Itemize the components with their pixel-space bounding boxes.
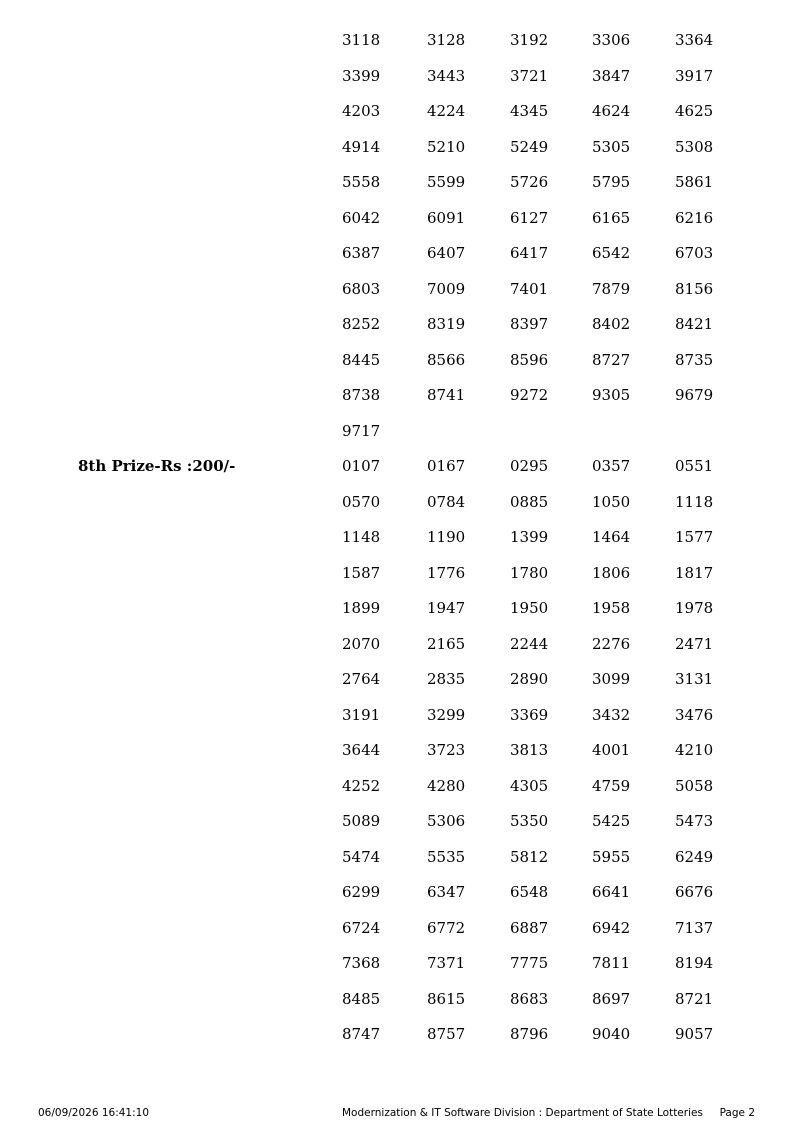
winning-number: 2890 <box>510 670 549 688</box>
winning-number: 6299 <box>342 883 381 901</box>
results-row <box>0 485 800 521</box>
winning-number: 1950 <box>510 599 549 617</box>
winning-number: 3128 <box>427 31 466 49</box>
results-row <box>0 520 800 556</box>
winning-number: 3192 <box>510 31 549 49</box>
page-footer <box>0 1105 800 1121</box>
winning-number: 8194 <box>675 954 714 972</box>
winning-number: 4203 <box>342 102 381 120</box>
winning-number: 8596 <box>510 350 549 369</box>
winning-number: 4624 <box>592 102 631 120</box>
winning-number: 8721 <box>675 989 714 1008</box>
results-row <box>0 769 800 805</box>
winning-number: 9040 <box>592 1025 631 1043</box>
winning-number: 8697 <box>592 989 631 1008</box>
winning-number: 4252 <box>342 776 381 795</box>
winning-number: 1464 <box>592 528 631 546</box>
winning-number: 1958 <box>592 599 631 617</box>
winning-number: 3476 <box>675 705 714 724</box>
winning-number: 8566 <box>427 350 466 369</box>
winning-number: 6042 <box>342 208 381 227</box>
winning-number: 8727 <box>592 350 631 369</box>
winning-number: 5305 <box>592 137 631 156</box>
winning-number: 9057 <box>675 1025 714 1043</box>
winning-number: 7137 <box>675 918 714 937</box>
winning-number: 1817 <box>675 563 714 582</box>
winning-number: 9272 <box>510 386 549 404</box>
winning-number: 2835 <box>427 670 466 688</box>
results-row <box>0 946 800 982</box>
winning-number: 3723 <box>427 741 466 759</box>
winning-number: 0295 <box>510 457 549 475</box>
winning-number: 2070 <box>342 634 381 653</box>
winning-number: 6542 <box>592 244 631 262</box>
winning-number: 4224 <box>427 102 466 120</box>
winning-number: 5795 <box>592 173 631 191</box>
winning-number: 5058 <box>675 776 714 795</box>
winning-number: 5535 <box>427 847 466 866</box>
results-row <box>0 911 800 947</box>
winning-number: 5350 <box>510 812 549 830</box>
winning-number: 5306 <box>427 812 466 830</box>
winning-number: 3131 <box>675 670 714 688</box>
winning-number: 3847 <box>592 66 631 85</box>
winning-number: 0167 <box>427 457 466 475</box>
winning-number: 3721 <box>510 66 549 85</box>
winning-number: 5599 <box>427 173 466 191</box>
winning-number: 3299 <box>427 705 466 724</box>
winning-number: 3399 <box>342 66 381 85</box>
winning-number: 5474 <box>342 847 381 866</box>
results-row <box>0 201 800 237</box>
winning-number: 6548 <box>510 883 549 901</box>
winning-number: 8397 <box>510 315 549 333</box>
winning-number: 9679 <box>675 386 714 404</box>
winning-number: 2244 <box>510 634 549 653</box>
winning-number: 8738 <box>342 386 381 404</box>
winning-number: 8735 <box>675 350 714 369</box>
winning-number: 3644 <box>342 741 381 759</box>
winning-number: 5089 <box>342 812 381 830</box>
winning-number: 8747 <box>342 1025 381 1043</box>
results-row <box>0 94 800 130</box>
winning-number: 0784 <box>427 492 466 511</box>
winning-number: 0570 <box>342 492 381 511</box>
winning-number: 4280 <box>427 776 466 795</box>
results-row <box>0 591 800 627</box>
winning-number: 2165 <box>427 634 466 653</box>
winning-number: 5726 <box>510 173 549 191</box>
results-row <box>0 627 800 663</box>
winning-number: 0885 <box>510 492 549 511</box>
results-row <box>0 982 800 1018</box>
winning-number: 6165 <box>592 208 631 227</box>
winning-number: 6249 <box>675 847 714 866</box>
winning-number: 7371 <box>427 954 466 972</box>
results-row <box>0 59 800 95</box>
results-row <box>0 378 800 414</box>
results-row <box>0 449 800 485</box>
winning-number: 1399 <box>510 528 549 546</box>
winning-number: 6803 <box>342 279 381 298</box>
winning-number: 8402 <box>592 315 631 333</box>
winning-number: 7401 <box>510 279 549 298</box>
results-row <box>0 840 800 876</box>
winning-number: 0107 <box>342 457 381 475</box>
results-row <box>0 272 800 308</box>
winning-number: 8445 <box>342 350 381 369</box>
winning-number: 8485 <box>342 989 381 1008</box>
winning-number: 0357 <box>592 457 631 475</box>
page-number: Page 2 <box>719 1107 755 1119</box>
winning-number: 5558 <box>342 173 381 191</box>
winning-number: 6387 <box>342 244 381 262</box>
winning-number: 5861 <box>675 173 714 191</box>
winning-number: 6641 <box>592 883 631 901</box>
prize-label: 8th Prize-Rs :200/- <box>78 457 236 475</box>
winning-number: 1118 <box>675 492 714 511</box>
winning-number: 2471 <box>675 634 714 653</box>
winning-number: 6724 <box>342 918 381 937</box>
winning-number: 3099 <box>592 670 631 688</box>
winning-number: 5210 <box>427 137 466 156</box>
winning-number: 6347 <box>427 883 466 901</box>
winning-number: 6407 <box>427 244 466 262</box>
results-row <box>0 414 800 450</box>
winning-number: 5473 <box>675 812 714 830</box>
winning-number: 1978 <box>675 599 714 617</box>
winning-number: 3432 <box>592 705 631 724</box>
winning-number: 5249 <box>510 137 549 156</box>
winning-number: 8421 <box>675 315 714 333</box>
winning-number: 7879 <box>592 279 631 298</box>
results-row <box>0 130 800 166</box>
winning-number: 8156 <box>675 279 714 298</box>
winning-number: 8252 <box>342 315 381 333</box>
winning-number: 1190 <box>427 528 466 546</box>
winning-number: 2276 <box>592 634 631 653</box>
winning-number: 8615 <box>427 989 466 1008</box>
winning-number: 4001 <box>592 741 631 759</box>
winning-number: 3306 <box>592 31 631 49</box>
winning-number: 7811 <box>592 954 631 972</box>
winning-number: 8683 <box>510 989 549 1008</box>
winning-number: 1577 <box>675 528 714 546</box>
winning-number: 6772 <box>427 918 466 937</box>
winning-number: 8319 <box>427 315 466 333</box>
winning-number: 4625 <box>675 102 714 120</box>
results-row <box>0 307 800 343</box>
footer-datetime: 06/09/2026 16:41:10 <box>38 1107 150 1119</box>
winning-number: 7775 <box>510 954 549 972</box>
winning-number: 6216 <box>675 208 714 227</box>
results-row <box>0 662 800 698</box>
winning-number: 1776 <box>427 563 466 582</box>
results-row <box>0 556 800 592</box>
winning-number: 6417 <box>510 244 549 262</box>
winning-number: 1050 <box>592 492 631 511</box>
winning-number: 1899 <box>342 599 381 617</box>
winning-number: 4305 <box>510 776 549 795</box>
winning-number: 3369 <box>510 705 549 724</box>
winning-number: 1947 <box>427 599 466 617</box>
winning-number: 6942 <box>592 918 631 937</box>
results-row <box>0 343 800 379</box>
winning-number: 1806 <box>592 563 631 582</box>
winning-number: 4759 <box>592 776 631 795</box>
winning-number: 6091 <box>427 208 466 227</box>
winning-number: 8741 <box>427 386 466 404</box>
winning-number: 5308 <box>675 137 714 156</box>
winning-number: 3191 <box>342 705 381 724</box>
winning-number: 8757 <box>427 1025 466 1043</box>
winning-number: 6703 <box>675 244 714 262</box>
winning-number: 3443 <box>427 66 466 85</box>
winning-number: 5425 <box>592 812 631 830</box>
winning-number: 9717 <box>342 421 381 440</box>
winning-number: 9305 <box>592 386 631 404</box>
winning-number: 0551 <box>675 457 714 475</box>
winning-number: 4914 <box>342 137 381 156</box>
winning-number: 6127 <box>510 208 549 227</box>
results-row <box>0 236 800 272</box>
winning-number: 5812 <box>510 847 549 866</box>
winning-number: 3917 <box>675 66 714 85</box>
winning-number: 5955 <box>592 847 631 866</box>
winning-number: 2764 <box>342 670 381 688</box>
results-row <box>0 804 800 840</box>
winning-number: 4210 <box>675 741 714 759</box>
winning-number: 6676 <box>675 883 714 901</box>
results-table <box>0 23 800 1053</box>
winning-number: 6887 <box>510 918 549 937</box>
winning-number: 1587 <box>342 563 381 582</box>
results-row <box>0 698 800 734</box>
winning-number: 7368 <box>342 954 381 972</box>
results-row <box>0 165 800 201</box>
winning-number: 7009 <box>427 279 466 298</box>
winning-number: 3118 <box>342 31 381 49</box>
results-row <box>0 23 800 59</box>
winning-number: 8796 <box>510 1025 549 1043</box>
results-row <box>0 1017 800 1053</box>
winning-number: 3813 <box>510 741 549 759</box>
winning-number: 1780 <box>510 563 549 582</box>
results-row <box>0 733 800 769</box>
footer-division: Modernization & IT Software Division : Department of State Lotteries <box>342 1107 703 1119</box>
winning-number: 1148 <box>342 528 381 546</box>
winning-number: 3364 <box>675 31 714 49</box>
results-row <box>0 875 800 911</box>
winning-number: 4345 <box>510 102 549 120</box>
